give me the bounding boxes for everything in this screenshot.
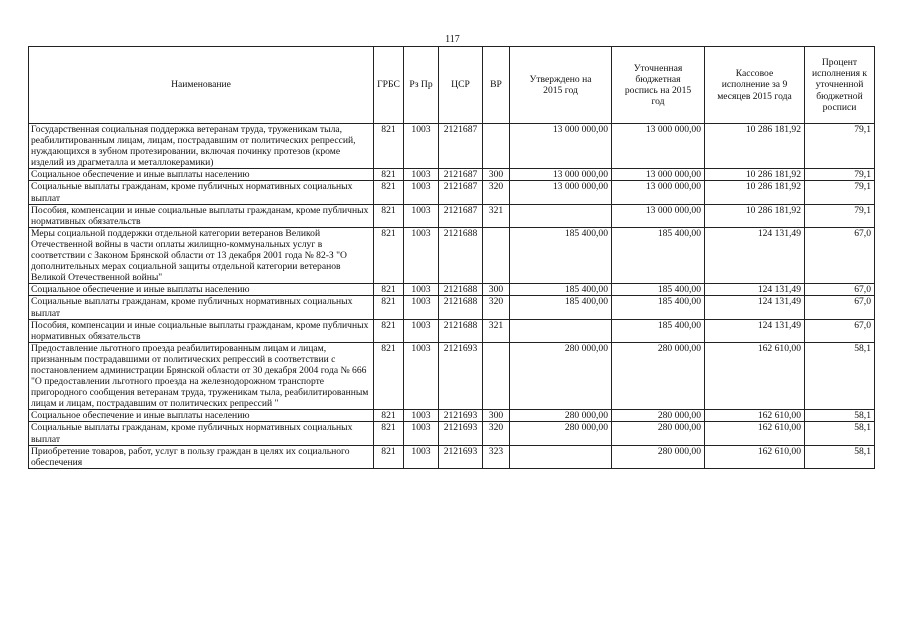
cell-rzpr: 1003	[404, 410, 439, 422]
header-cash: Кассовое исполнение за 9 месяцев 2015 года	[705, 47, 805, 124]
cell-grbs: 821	[374, 227, 404, 283]
cell-cash: 124 131,49	[705, 284, 805, 296]
cell-name: Социальное обеспечение и иные выплаты населению	[29, 410, 374, 422]
cell-grbs: 821	[374, 422, 404, 445]
cell-vr: 320	[483, 422, 510, 445]
table-row	[29, 169, 875, 181]
cell-name: Социальное обеспечение и иные выплаты населению	[29, 284, 374, 296]
header-percent: Процент исполнения к уточненной бюджетной росписи	[805, 47, 875, 124]
cell-cash: 10 286 181,92	[705, 124, 805, 169]
cell-percent: 58,1	[805, 342, 875, 410]
cell-percent: 79,1	[805, 169, 875, 181]
cell-csr: 2121687	[439, 124, 483, 169]
header-csr: ЦСР	[439, 47, 483, 124]
cell-cash: 162 610,00	[705, 422, 805, 445]
cell-percent: 79,1	[805, 181, 875, 204]
cell-name: Пособия, компенсации и иные социальные выплаты гражданам, кроме публичных нормативных обязательств	[29, 204, 374, 227]
cell-approved	[510, 445, 612, 468]
cell-grbs: 821	[374, 342, 404, 410]
cell-csr: 2121687	[439, 204, 483, 227]
cell-refined: 13 000 000,00	[612, 124, 705, 169]
cell-refined: 185 400,00	[612, 319, 705, 342]
cell-percent: 79,1	[805, 124, 875, 169]
cell-vr: 300	[483, 169, 510, 181]
cell-cash: 124 131,49	[705, 296, 805, 319]
cell-rzpr: 1003	[404, 342, 439, 410]
cell-percent: 67,0	[805, 227, 875, 283]
cell-vr	[483, 342, 510, 410]
cell-rzpr: 1003	[404, 181, 439, 204]
cell-name: Государственная социальная поддержка ветеранам труда, труженикам тыла, реабилитированным лицам, лицам, пострадавшим от политических репрессий, нуждающихся в зубном протезировании, включая починку протезов (кроме изделий из драгметалла и металлокерамики)	[29, 124, 374, 169]
table-row	[29, 204, 875, 227]
header-rzpr: Рз Пр	[404, 47, 439, 124]
header-refined: Уточненная бюджетная роспись на 2015 год	[612, 47, 705, 124]
cell-approved: 13 000 000,00	[510, 124, 612, 169]
table-body	[29, 124, 875, 469]
table-row	[29, 422, 875, 445]
table-row	[29, 227, 875, 283]
cell-csr: 2121693	[439, 445, 483, 468]
cell-approved: 280 000,00	[510, 410, 612, 422]
table-row	[29, 284, 875, 296]
cell-csr: 2121688	[439, 227, 483, 283]
cell-approved: 185 400,00	[510, 296, 612, 319]
header-name: Наименование	[29, 47, 374, 124]
cell-refined: 280 000,00	[612, 410, 705, 422]
header-vr: ВР	[483, 47, 510, 124]
cell-csr: 2121693	[439, 422, 483, 445]
cell-approved: 13 000 000,00	[510, 169, 612, 181]
page-number: 117	[445, 34, 460, 45]
cell-approved: 185 400,00	[510, 227, 612, 283]
cell-grbs: 821	[374, 181, 404, 204]
cell-refined: 185 400,00	[612, 284, 705, 296]
cell-csr: 2121693	[439, 342, 483, 410]
cell-refined: 280 000,00	[612, 422, 705, 445]
cell-approved: 185 400,00	[510, 284, 612, 296]
cell-percent: 79,1	[805, 204, 875, 227]
cell-csr: 2121688	[439, 296, 483, 319]
cell-refined: 13 000 000,00	[612, 181, 705, 204]
cell-refined: 280 000,00	[612, 445, 705, 468]
cell-name: Предоставление льготного проезда реабилитированным лицам и лицам, признанным пострадавшими от политических репрессий в соответствии с постановлением администрации Брянской области от 30 декабря 2004 года № 666 "О предоставлении льготного проезда на железнодорожном транспорте пригородного сообщения ветеранам труда, труженикам тыла, реабилитированным лицам и лицам, пострадавшим от политических репрессий "	[29, 342, 374, 410]
cell-name: Социальные выплаты гражданам, кроме публичных нормативных социальных выплат	[29, 181, 374, 204]
cell-vr: 300	[483, 284, 510, 296]
cell-name: Социальное обеспечение и иные выплаты населению	[29, 169, 374, 181]
cell-csr: 2121687	[439, 169, 483, 181]
cell-rzpr: 1003	[404, 445, 439, 468]
table-header-row	[29, 47, 875, 124]
cell-refined: 280 000,00	[612, 342, 705, 410]
table-row	[29, 410, 875, 422]
table-row	[29, 445, 875, 468]
cell-refined: 185 400,00	[612, 227, 705, 283]
cell-refined: 185 400,00	[612, 296, 705, 319]
cell-name: Меры социальной поддержки отдельной категории ветеранов Великой Отечественной войны в части оплаты жилищно-коммунальных услуг в соответствии с Законом Брянской области от 13 декабря 2001 года № 82-З "О дополнительных мерах социальной защиты отдельной категории ветеранов Великой Отечественной войны"	[29, 227, 374, 283]
cell-percent: 58,1	[805, 422, 875, 445]
cell-refined: 13 000 000,00	[612, 204, 705, 227]
cell-approved	[510, 204, 612, 227]
cell-cash: 162 610,00	[705, 410, 805, 422]
header-grbs: ГРБС	[374, 47, 404, 124]
cell-grbs: 821	[374, 169, 404, 181]
cell-name: Социальные выплаты гражданам, кроме публичных нормативных социальных выплат	[29, 296, 374, 319]
cell-grbs: 821	[374, 204, 404, 227]
cell-csr: 2121693	[439, 410, 483, 422]
cell-rzpr: 1003	[404, 227, 439, 283]
cell-cash: 10 286 181,92	[705, 181, 805, 204]
cell-name: Пособия, компенсации и иные социальные выплаты гражданам, кроме публичных нормативных обязательств	[29, 319, 374, 342]
cell-refined: 13 000 000,00	[612, 169, 705, 181]
cell-rzpr: 1003	[404, 124, 439, 169]
cell-vr: 323	[483, 445, 510, 468]
cell-percent: 67,0	[805, 284, 875, 296]
cell-cash: 124 131,49	[705, 227, 805, 283]
cell-cash: 10 286 181,92	[705, 204, 805, 227]
cell-vr: 320	[483, 296, 510, 319]
cell-approved	[510, 319, 612, 342]
cell-grbs: 821	[374, 124, 404, 169]
cell-rzpr: 1003	[404, 319, 439, 342]
cell-percent: 58,1	[805, 445, 875, 468]
cell-rzpr: 1003	[404, 204, 439, 227]
cell-name: Социальные выплаты гражданам, кроме публичных нормативных социальных выплат	[29, 422, 374, 445]
table-row	[29, 342, 875, 410]
table-row	[29, 319, 875, 342]
cell-cash: 124 131,49	[705, 319, 805, 342]
cell-percent: 67,0	[805, 296, 875, 319]
cell-cash: 162 610,00	[705, 342, 805, 410]
cell-rzpr: 1003	[404, 296, 439, 319]
cell-csr: 2121688	[439, 284, 483, 296]
cell-vr: 300	[483, 410, 510, 422]
table-row	[29, 296, 875, 319]
cell-rzpr: 1003	[404, 284, 439, 296]
cell-grbs: 821	[374, 445, 404, 468]
cell-percent: 67,0	[805, 319, 875, 342]
cell-grbs: 821	[374, 284, 404, 296]
cell-vr: 321	[483, 204, 510, 227]
cell-percent: 58,1	[805, 410, 875, 422]
cell-grbs: 821	[374, 319, 404, 342]
cell-approved: 13 000 000,00	[510, 181, 612, 204]
cell-rzpr: 1003	[404, 169, 439, 181]
cell-cash: 162 610,00	[705, 445, 805, 468]
table-row	[29, 181, 875, 204]
cell-grbs: 821	[374, 296, 404, 319]
cell-grbs: 821	[374, 410, 404, 422]
cell-vr: 321	[483, 319, 510, 342]
cell-vr	[483, 124, 510, 169]
budget-table	[28, 46, 875, 469]
cell-cash: 10 286 181,92	[705, 169, 805, 181]
cell-csr: 2121688	[439, 319, 483, 342]
cell-name: Приобретение товаров, работ, услуг в пользу граждан в целях их социального обеспечения	[29, 445, 374, 468]
table-row	[29, 124, 875, 169]
cell-approved: 280 000,00	[510, 422, 612, 445]
cell-approved: 280 000,00	[510, 342, 612, 410]
cell-vr	[483, 227, 510, 283]
cell-vr: 320	[483, 181, 510, 204]
cell-csr: 2121687	[439, 181, 483, 204]
header-approved: Утверждено на 2015 год	[510, 47, 612, 124]
cell-rzpr: 1003	[404, 422, 439, 445]
